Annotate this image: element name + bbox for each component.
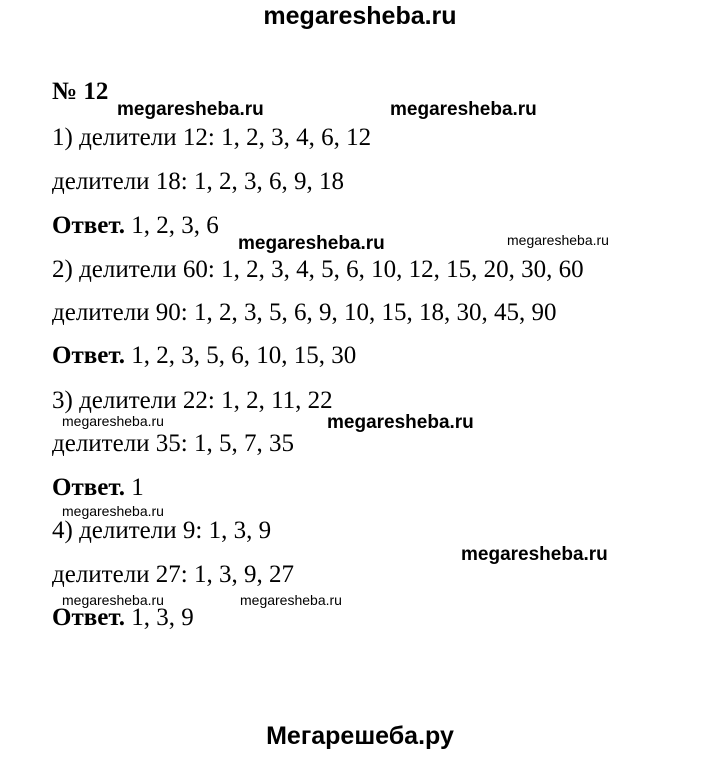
watermark: megaresheba.ru: [62, 503, 164, 519]
answer-3: [52, 474, 144, 502]
answer-2: [52, 342, 356, 370]
answer-value: 1, 2, 3, 5, 6, 10, 15, 30: [131, 342, 357, 369]
solution-line-6: делители 35: 1, 5, 7, 35: [52, 430, 294, 457]
watermark: megaresheba.ru: [390, 99, 537, 120]
solution-line-2: делители 18: 1, 2, 3, 6, 9, 18: [52, 168, 344, 195]
watermark: megaresheba.ru: [240, 592, 342, 608]
answer-value: 1, 2, 3, 6: [131, 212, 219, 239]
answer-4: [52, 604, 194, 632]
watermark: megaresheba.ru: [507, 232, 609, 248]
watermark: megaresheba.ru: [461, 544, 608, 565]
answer-label: Ответ.: [52, 474, 125, 501]
answer-label: Ответ.: [52, 604, 125, 631]
watermark: megaresheba.ru: [62, 413, 164, 429]
answer-label: Ответ.: [52, 212, 125, 239]
solution-line-1: 1) делители 12: 1, 2, 3, 4, 6, 12: [52, 124, 372, 151]
answer-label: Ответ.: [52, 342, 125, 369]
answer-value: 1, 3, 9: [131, 604, 194, 631]
solution-line-8: делители 27: 1, 3, 9, 27: [52, 561, 294, 588]
solution-line-7: 4) делители 9: 1, 3, 9: [52, 517, 272, 544]
solution-line-5: 3) делители 22: 1, 2, 11, 22: [52, 387, 333, 414]
answer-1: [52, 212, 219, 240]
watermark: megaresheba.ru: [117, 99, 264, 120]
answer-value: 1: [131, 474, 144, 501]
watermark: megaresheba.ru: [238, 233, 385, 254]
site-footer: Мегарешеба.ру: [266, 722, 454, 750]
watermark: megaresheba.ru: [327, 412, 474, 433]
problem-number: № 12: [52, 78, 109, 105]
solution-line-4: делители 90: 1, 2, 3, 5, 6, 9, 10, 15, 18, 30, 45, 90: [52, 299, 557, 326]
watermark: megaresheba.ru: [62, 592, 164, 608]
site-header: megaresheba.ru: [263, 2, 457, 30]
solution-line-3: 2) делители 60: 1, 2, 3, 4, 5, 6, 10, 12, 15, 20, 30, 60: [52, 256, 584, 283]
